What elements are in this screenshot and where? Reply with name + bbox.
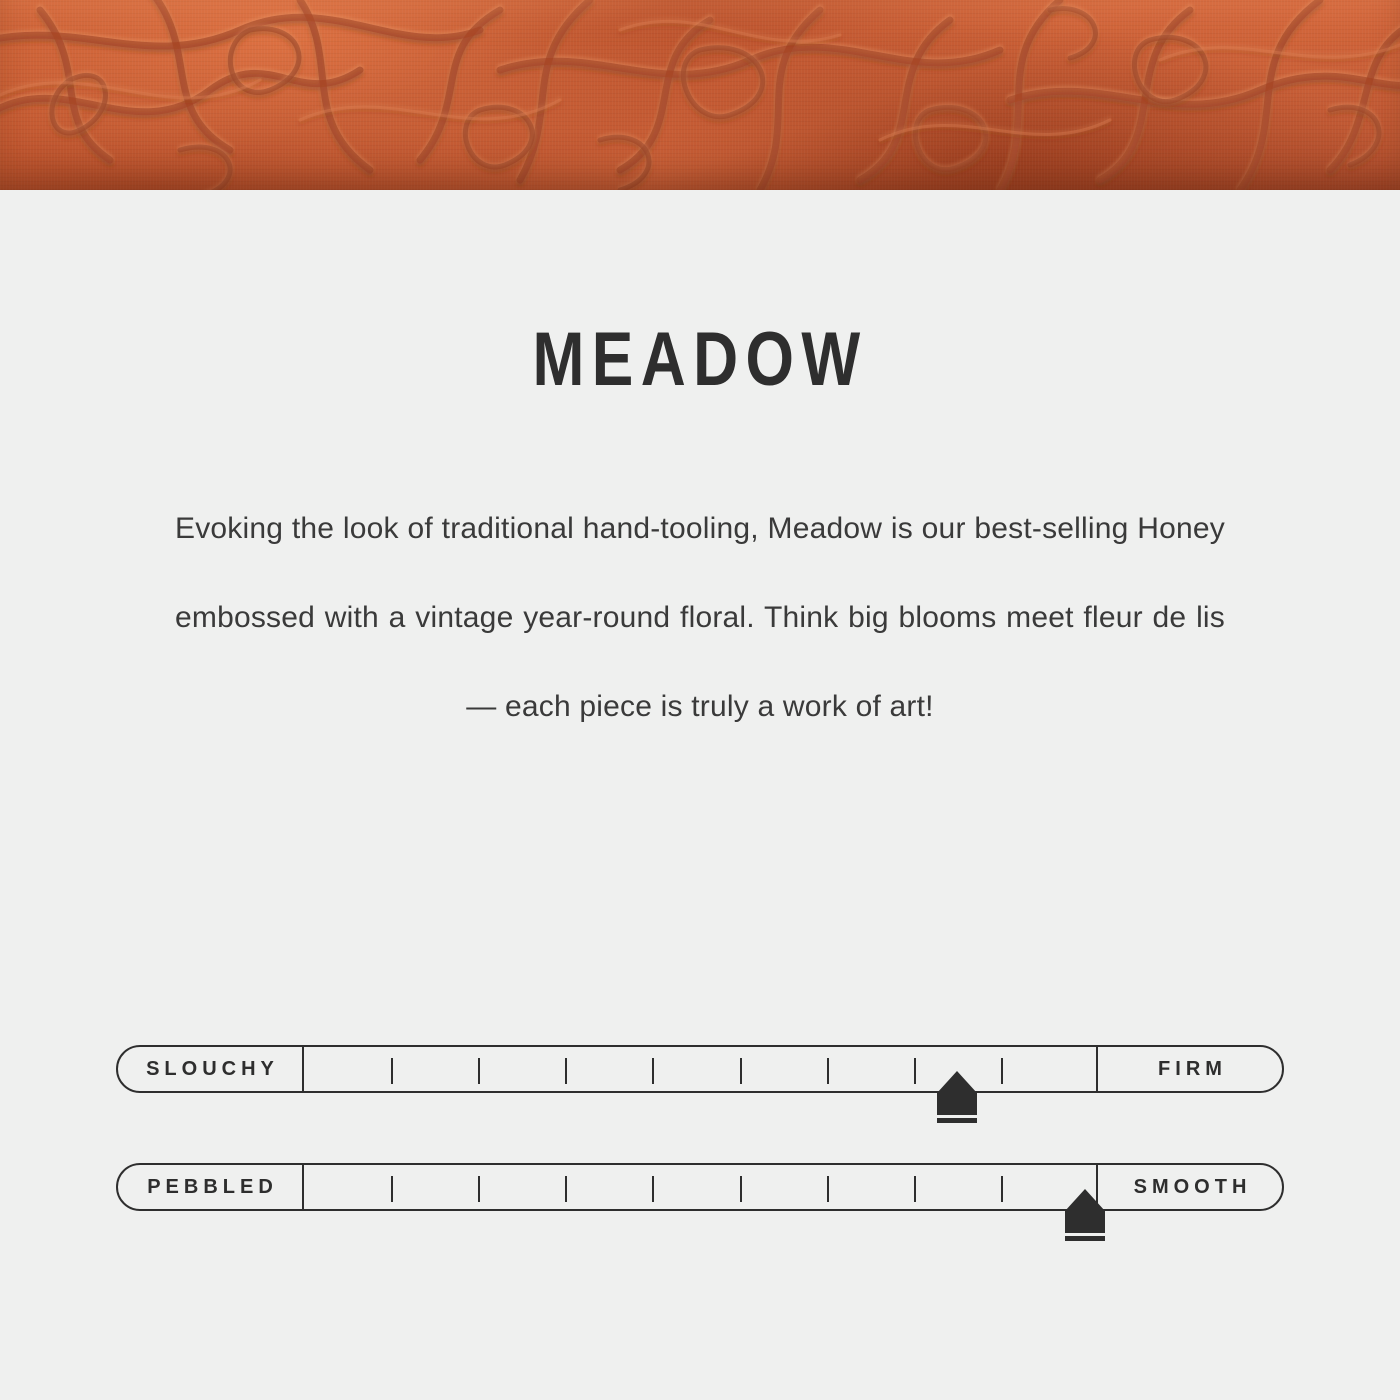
hero-leather-banner bbox=[0, 0, 1400, 190]
slider-tick bbox=[827, 1176, 829, 1202]
slider-tick bbox=[827, 1058, 829, 1084]
slider-marker[interactable] bbox=[1065, 1189, 1105, 1241]
slider-tick bbox=[391, 1058, 393, 1084]
attribute-sliders bbox=[0, 1045, 1400, 1281]
slider-scale[interactable] bbox=[304, 1047, 1096, 1091]
slider-tick bbox=[914, 1176, 916, 1202]
marker-pin bbox=[937, 1071, 977, 1093]
marker-body bbox=[1065, 1211, 1105, 1233]
slider-texture[interactable] bbox=[116, 1163, 1284, 1211]
slider-tick bbox=[391, 1176, 393, 1202]
slider-tick bbox=[914, 1058, 916, 1084]
description-text: Evoking the look of traditional hand-tooling, Meadow is our best-selling Honey embossed with a vintage year-round floral. Think big blooms meet fleur de lis — each piece is truly a work of art! bbox=[175, 512, 1225, 723]
slider-tick bbox=[652, 1176, 654, 1202]
slider-tick bbox=[1001, 1176, 1003, 1202]
floral-tooling-pattern bbox=[0, 0, 1400, 190]
marker-foot bbox=[937, 1118, 977, 1123]
slider-track bbox=[116, 1163, 1284, 1211]
slider-marker[interactable] bbox=[937, 1071, 977, 1123]
slider-scale[interactable] bbox=[304, 1165, 1096, 1209]
marker-foot bbox=[1065, 1236, 1105, 1241]
slider-tick bbox=[565, 1176, 567, 1202]
slider-tick bbox=[740, 1176, 742, 1202]
product-description-panel bbox=[0, 317, 1400, 751]
marker-pin bbox=[1065, 1189, 1105, 1211]
slider-tick bbox=[652, 1058, 654, 1084]
slider-left-label: PEBBLED bbox=[118, 1165, 304, 1209]
slider-tick bbox=[740, 1058, 742, 1084]
slider-track bbox=[116, 1045, 1284, 1093]
slider-structure[interactable] bbox=[116, 1045, 1284, 1093]
slider-tick bbox=[565, 1058, 567, 1084]
page-title: MEADOW bbox=[532, 317, 868, 402]
marker-body bbox=[937, 1093, 977, 1115]
slider-tick bbox=[478, 1176, 480, 1202]
slider-tick bbox=[478, 1058, 480, 1084]
slider-right-label: FIRM bbox=[1096, 1047, 1282, 1091]
slider-left-label: SLOUCHY bbox=[118, 1047, 304, 1091]
slider-right-label: SMOOTH bbox=[1096, 1165, 1282, 1209]
slider-tick bbox=[1001, 1058, 1003, 1084]
